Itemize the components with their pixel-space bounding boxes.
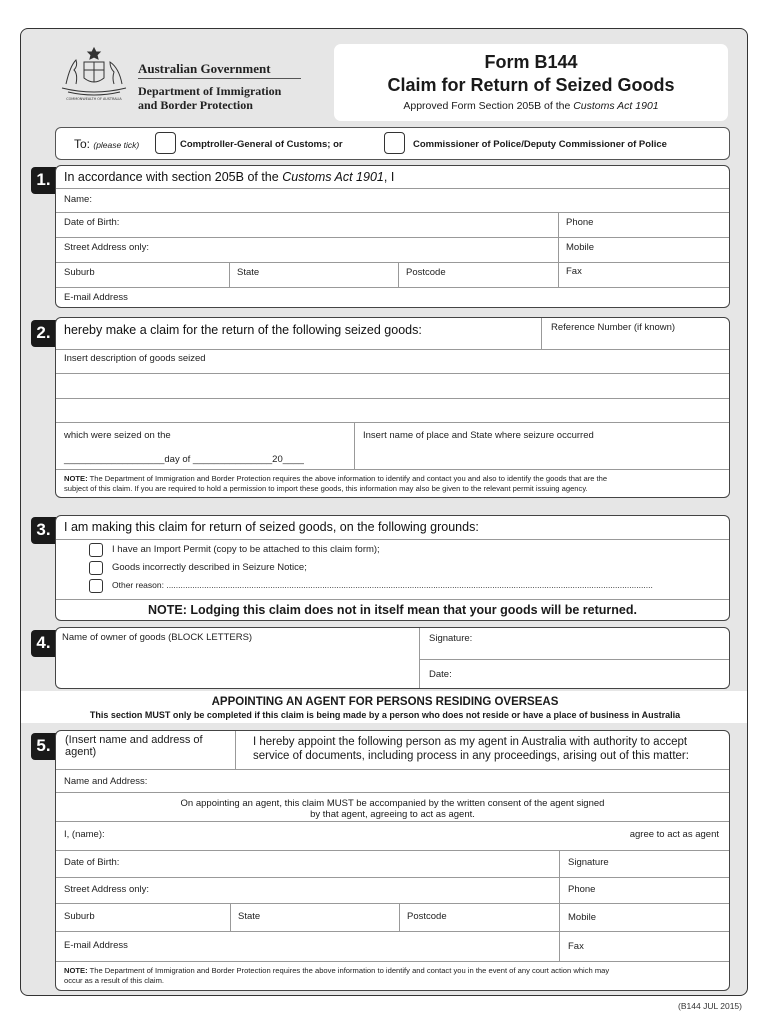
agent-consent-note: On appointing an agent, this claim MUST be accompanied by the written consent of the agent signed by that agent, agreeing to act as agent. <box>180 798 605 820</box>
commissioner-label: Commissioner of Police/Deputy Commissioner of Police <box>413 139 667 150</box>
seized-on-label: which were seized on the <box>64 430 171 441</box>
name-field[interactable]: Name: <box>64 194 92 205</box>
header-rule <box>138 78 301 79</box>
suburb-field[interactable]: Suburb <box>64 267 95 278</box>
comptroller-label: Comptroller-General of Customs; or <box>180 139 343 150</box>
tick-hint: (please tick) <box>93 140 140 150</box>
appointment-statement: I hereby appoint the following person as my agent in Australia with authority to accept service of documents, including process in any proceedings, arising out of this matter: <box>253 736 689 762</box>
reference-number-field[interactable]: Reference Number (if known) <box>551 322 676 333</box>
form-number: Form B144 <box>484 52 578 72</box>
agent-street-field[interactable]: Street Address only: <box>64 884 150 895</box>
agent-fax-field[interactable]: Fax <box>568 941 584 952</box>
street-field[interactable]: Street Address only: <box>64 242 150 253</box>
section-2-number: 2. <box>31 320 56 347</box>
agent-state-field[interactable]: State <box>238 911 261 922</box>
section-4 <box>55 627 730 689</box>
government-name: Australian Government <box>138 61 271 76</box>
approved-form-text: Approved Form Section 205B of the Customs Act 1901 <box>403 100 659 112</box>
section-5-number: 5. <box>31 733 56 760</box>
owner-name-field[interactable]: Name of owner of goods (BLOCK LETTERS) <box>62 632 253 643</box>
agent-phone-field[interactable]: Phone <box>568 884 596 895</box>
agent-signature-field[interactable]: Signature <box>568 857 609 868</box>
commissioner-checkbox[interactable] <box>384 132 405 154</box>
recipient-row <box>55 127 730 160</box>
section-1 <box>55 165 730 308</box>
owner-signature-field[interactable]: Signature: <box>429 633 473 644</box>
agent-suburb-field[interactable]: Suburb <box>64 911 95 922</box>
incorrect-description-checkbox[interactable] <box>89 561 103 575</box>
department-name: Department of Immigration and Border Protection <box>138 84 282 112</box>
to-label: To: <box>74 137 91 151</box>
title-box <box>334 44 728 121</box>
section-2-note: NOTE: The Department of Immigration and Border Protection requires the above information to identify and contact you and also to identify the goods that are the subject of this claim. If you are required to hold a permission to import these goods, this information may also be given to the relevant permit issuing agency. <box>64 474 608 493</box>
section-4-number: 4. <box>31 630 56 657</box>
agent-email-field[interactable]: E-mail Address <box>64 940 128 951</box>
postcode-field[interactable]: Postcode <box>406 267 446 278</box>
agent-postcode-field[interactable]: Postcode <box>407 911 447 922</box>
phone-field[interactable]: Phone <box>566 217 594 228</box>
section-3-number: 3. <box>31 517 56 544</box>
mobile-field[interactable]: Mobile <box>566 242 594 253</box>
agent-name-field[interactable]: I, (name): <box>64 829 105 840</box>
agent-dob-field[interactable]: Date of Birth: <box>64 857 120 868</box>
agent-section-subtitle: This section MUST only be completed if this claim is being made by a person who does not reside or have a place of business in Australia <box>89 710 681 720</box>
email-field[interactable]: E-mail Address <box>64 292 128 303</box>
form-code: (B144 JUL 2015) <box>678 1001 742 1011</box>
other-reason-field[interactable]: Other reason: .............................................................................................................................................................................................................. <box>112 580 653 590</box>
svg-text:COMMONWEALTH OF AUSTRALIA: COMMONWEALTH OF AUSTRALIA <box>66 97 122 101</box>
lodging-note: NOTE: Lodging this claim does not in itself mean that your goods will be returned. <box>148 603 637 617</box>
section-3 <box>55 515 730 621</box>
section-3-heading: I am making this claim for return of seized goods, on the following grounds: <box>64 520 479 534</box>
section-2-heading: hereby make a claim for the return of the following seized goods: <box>64 323 422 337</box>
goods-description-field[interactable]: Insert description of goods seized <box>64 353 206 364</box>
section-2 <box>55 317 730 498</box>
import-permit-label: I have an Import Permit (copy to be attached to this claim form); <box>112 544 380 555</box>
agree-label: agree to act as agent <box>629 829 719 840</box>
incorrect-description-label: Goods incorrectly described in Seizure Notice; <box>112 562 307 573</box>
state-field[interactable]: State <box>237 267 260 278</box>
section-1-number: 1. <box>31 167 56 194</box>
dob-field[interactable]: Date of Birth: <box>64 217 120 228</box>
seizure-place-field[interactable]: Insert name of place and State where seizure occurred <box>363 430 594 441</box>
section-5-note: NOTE: The Department of Immigration and Border Protection requires the above information to identify and contact you in the event of any court action which may occur as a result of this claim. <box>64 966 610 985</box>
seizure-date-field[interactable]: ___________________day of _______________20____ <box>64 454 304 465</box>
import-permit-checkbox[interactable] <box>89 543 103 557</box>
coat-of-arms-icon <box>54 44 134 102</box>
agent-insert-hint: (Insert name and address of agent) <box>65 734 203 758</box>
other-reason-checkbox[interactable] <box>89 579 103 593</box>
comptroller-checkbox[interactable] <box>155 132 176 154</box>
owner-date-field[interactable]: Date: <box>429 669 452 680</box>
form-title: Claim for Return of Seized Goods <box>387 75 675 95</box>
section-1-heading: In accordance with section 205B of the Customs Act 1901, I <box>64 170 395 184</box>
agent-name-address-field[interactable]: Name and Address: <box>64 776 148 787</box>
agent-section-title: APPOINTING AN AGENT FOR PERSONS RESIDING OVERSEAS <box>211 696 559 708</box>
agent-mobile-field[interactable]: Mobile <box>568 912 596 923</box>
fax-field[interactable]: Fax <box>566 266 582 277</box>
section-5 <box>55 730 730 991</box>
